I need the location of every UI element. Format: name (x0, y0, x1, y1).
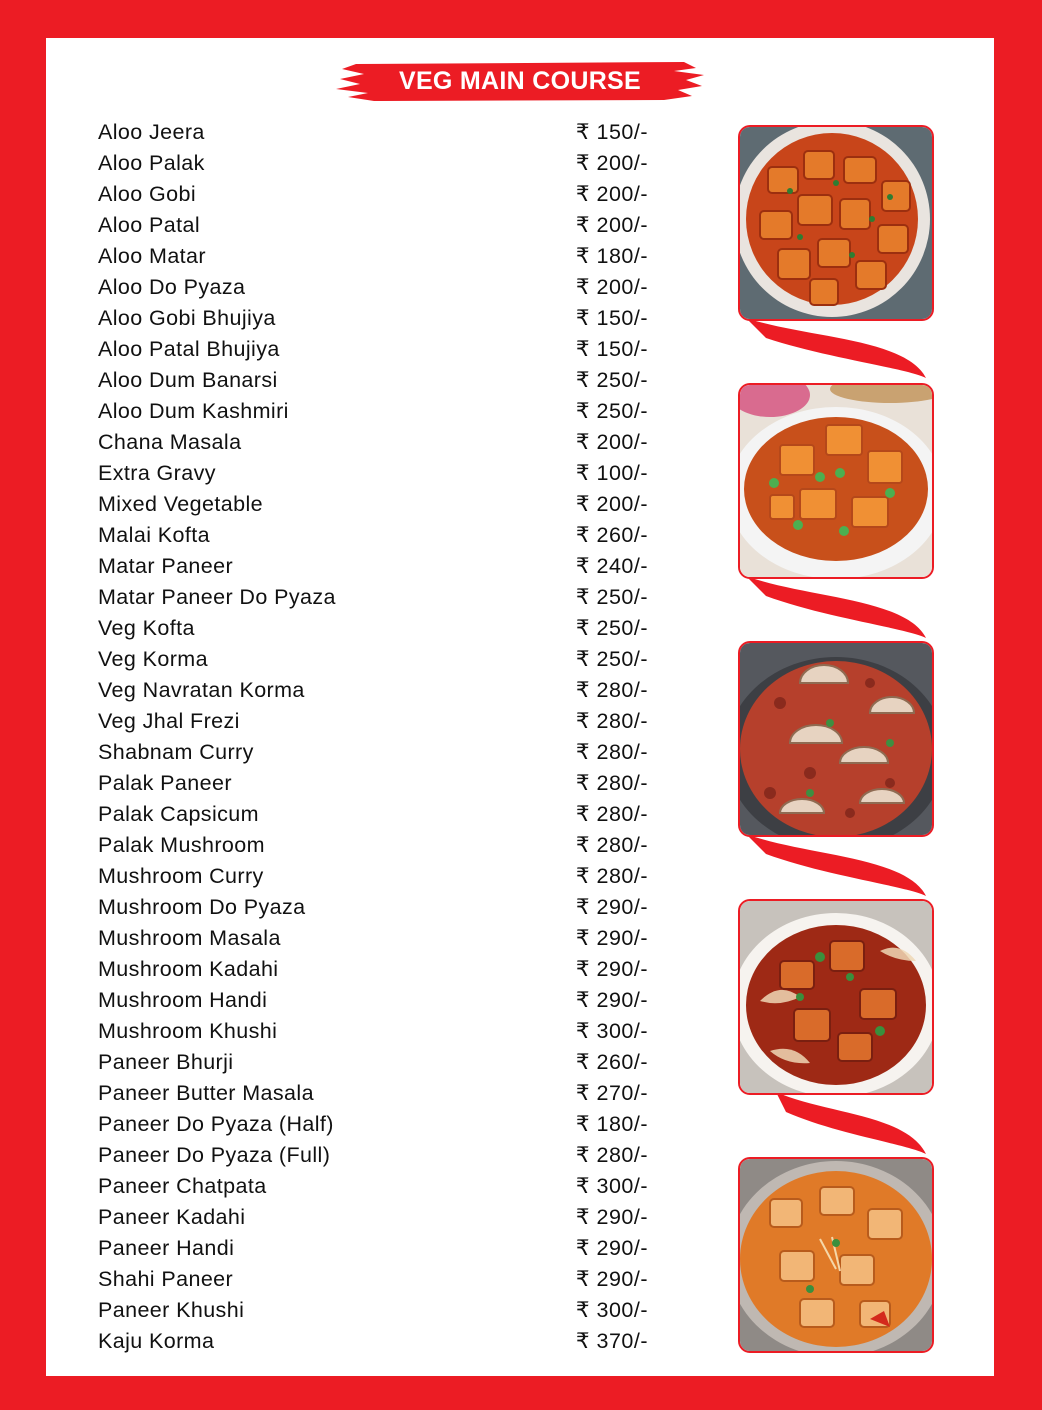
item-name: Palak Capsicum (98, 802, 259, 826)
item-price: ₹ 290/- (575, 895, 648, 919)
item-price: ₹ 250/- (575, 585, 648, 609)
item-price: ₹ 250/- (575, 399, 648, 423)
item-price: ₹ 290/- (575, 1205, 648, 1229)
menu-item (98, 365, 648, 396)
item-price: ₹ 280/- (575, 802, 648, 826)
menu-item (98, 489, 648, 520)
menu-item (98, 737, 648, 768)
item-price: ₹ 240/- (575, 554, 648, 578)
menu-item (98, 799, 648, 830)
item-name: Extra Gravy (98, 461, 216, 485)
item-price: ₹ 280/- (575, 833, 648, 857)
menu-item (98, 985, 648, 1016)
item-name: Mushroom Handi (98, 988, 268, 1012)
menu-item (98, 892, 648, 923)
item-name: Aloo Dum Kashmiri (98, 399, 289, 423)
item-price: ₹ 250/- (575, 647, 648, 671)
item-name: Paneer Do Pyaza (Full) (98, 1143, 331, 1167)
item-name: Paneer Do Pyaza (Half) (98, 1112, 334, 1136)
menu-page (46, 38, 994, 1376)
item-price: ₹ 280/- (575, 678, 648, 702)
menu-item (98, 396, 648, 427)
item-name: Aloo Do Pyaza (98, 275, 246, 299)
item-price: ₹ 260/- (575, 1050, 648, 1074)
item-price: ₹ 180/- (575, 244, 648, 268)
menu-item (98, 303, 648, 334)
item-name: Veg Korma (98, 647, 208, 671)
item-price: ₹ 370/- (575, 1329, 648, 1353)
item-price: ₹ 250/- (575, 368, 648, 392)
mushroom-masala-dish-photo (738, 641, 934, 837)
item-price: ₹ 200/- (575, 213, 648, 237)
item-price: ₹ 150/- (575, 306, 648, 330)
menu-item (98, 706, 648, 737)
menu-item (98, 334, 648, 365)
item-price: ₹ 280/- (575, 709, 648, 733)
item-price: ₹ 290/- (575, 988, 648, 1012)
menu-item (98, 241, 648, 272)
item-price: ₹ 200/- (575, 492, 648, 516)
menu-item (98, 1295, 648, 1326)
paneer-kadahi-dish-photo (738, 899, 934, 1095)
menu-item (98, 582, 648, 613)
menu-item (98, 1016, 648, 1047)
item-name: Mixed Vegetable (98, 492, 263, 516)
item-price: ₹ 280/- (575, 771, 648, 795)
item-price: ₹ 280/- (575, 740, 648, 764)
item-name: Palak Mushroom (98, 833, 265, 857)
item-name: Mushroom Curry (98, 864, 264, 888)
item-name: Veg Jhal Frezi (98, 709, 240, 733)
menu-item (98, 458, 648, 489)
item-price: ₹ 290/- (575, 926, 648, 950)
item-price: ₹ 290/- (575, 1267, 648, 1291)
menu-item (98, 768, 648, 799)
item-price: ₹ 250/- (575, 616, 648, 640)
item-price: ₹ 150/- (575, 337, 648, 361)
item-name: Paneer Khushi (98, 1298, 245, 1322)
item-price: ₹ 270/- (575, 1081, 648, 1105)
menu-item (98, 551, 648, 582)
item-name: Paneer Chatpata (98, 1174, 267, 1198)
item-name: Aloo Gobi Bhujiya (98, 306, 276, 330)
menu-item (98, 117, 648, 148)
item-name: Mushroom Khushi (98, 1019, 278, 1043)
item-price: ₹ 100/- (575, 461, 648, 485)
item-name: Matar Paneer (98, 554, 234, 578)
item-name: Mushroom Masala (98, 926, 281, 950)
item-name: Aloo Dum Banarsi (98, 368, 278, 392)
item-price: ₹ 200/- (575, 430, 648, 454)
item-name: Aloo Gobi (98, 182, 197, 206)
item-price: ₹ 290/- (575, 1236, 648, 1260)
menu-item (98, 830, 648, 861)
menu-item (98, 1171, 648, 1202)
page-title: VEG MAIN COURSE (398, 66, 642, 95)
item-name: Aloo Palak (98, 151, 205, 175)
menu-item (98, 1047, 648, 1078)
matar-paneer-dish-photo (738, 383, 934, 579)
menu-list (98, 117, 648, 1357)
item-name: Paneer Handi (98, 1236, 235, 1260)
item-price: ₹ 280/- (575, 1143, 648, 1167)
menu-item (98, 1078, 648, 1109)
item-name: Paneer Kadahi (98, 1205, 246, 1229)
menu-item (98, 923, 648, 954)
menu-item (98, 675, 648, 706)
item-name: Malai Kofta (98, 523, 210, 547)
menu-item (98, 179, 648, 210)
shahi-paneer-dish-photo (738, 1157, 934, 1353)
menu-item (98, 644, 648, 675)
menu-item (98, 148, 648, 179)
item-price: ₹ 200/- (575, 275, 648, 299)
item-price: ₹ 180/- (575, 1112, 648, 1136)
item-name: Shahi Paneer (98, 1267, 234, 1291)
item-price: ₹ 260/- (575, 523, 648, 547)
menu-item (98, 1140, 648, 1171)
item-name: Shabnam Curry (98, 740, 254, 764)
item-price: ₹ 300/- (575, 1298, 648, 1322)
aloo-jeera-dish-photo (738, 125, 934, 321)
item-price: ₹ 150/- (575, 120, 648, 144)
item-name: Chana Masala (98, 430, 242, 454)
menu-item (98, 1202, 648, 1233)
menu-item (98, 1109, 648, 1140)
item-name: Mushroom Do Pyaza (98, 895, 306, 919)
menu-item (98, 427, 648, 458)
item-name: Matar Paneer Do Pyaza (98, 585, 336, 609)
menu-item (98, 1326, 648, 1357)
menu-item (98, 954, 648, 985)
menu-item (98, 1264, 648, 1295)
title-banner (334, 60, 706, 102)
menu-item (98, 861, 648, 892)
item-name: Aloo Matar (98, 244, 206, 268)
item-name: Veg Navratan Korma (98, 678, 305, 702)
item-name: Aloo Patal Bhujiya (98, 337, 280, 361)
item-name: Kaju Korma (98, 1329, 215, 1353)
item-price: ₹ 280/- (575, 864, 648, 888)
item-name: Mushroom Kadahi (98, 957, 279, 981)
item-name: Paneer Butter Masala (98, 1081, 314, 1105)
item-name: Paneer Bhurji (98, 1050, 234, 1074)
item-price: ₹ 200/- (575, 182, 648, 206)
item-price: ₹ 300/- (575, 1019, 648, 1043)
item-price: ₹ 200/- (575, 151, 648, 175)
item-price: ₹ 290/- (575, 957, 648, 981)
menu-item (98, 520, 648, 551)
menu-item (98, 1233, 648, 1264)
item-price: ₹ 300/- (575, 1174, 648, 1198)
item-name: Veg Kofta (98, 616, 195, 640)
item-name: Aloo Jeera (98, 120, 205, 144)
item-name: Palak Paneer (98, 771, 232, 795)
menu-item (98, 272, 648, 303)
menu-item (98, 210, 648, 241)
item-name: Aloo Patal (98, 213, 201, 237)
menu-item (98, 613, 648, 644)
